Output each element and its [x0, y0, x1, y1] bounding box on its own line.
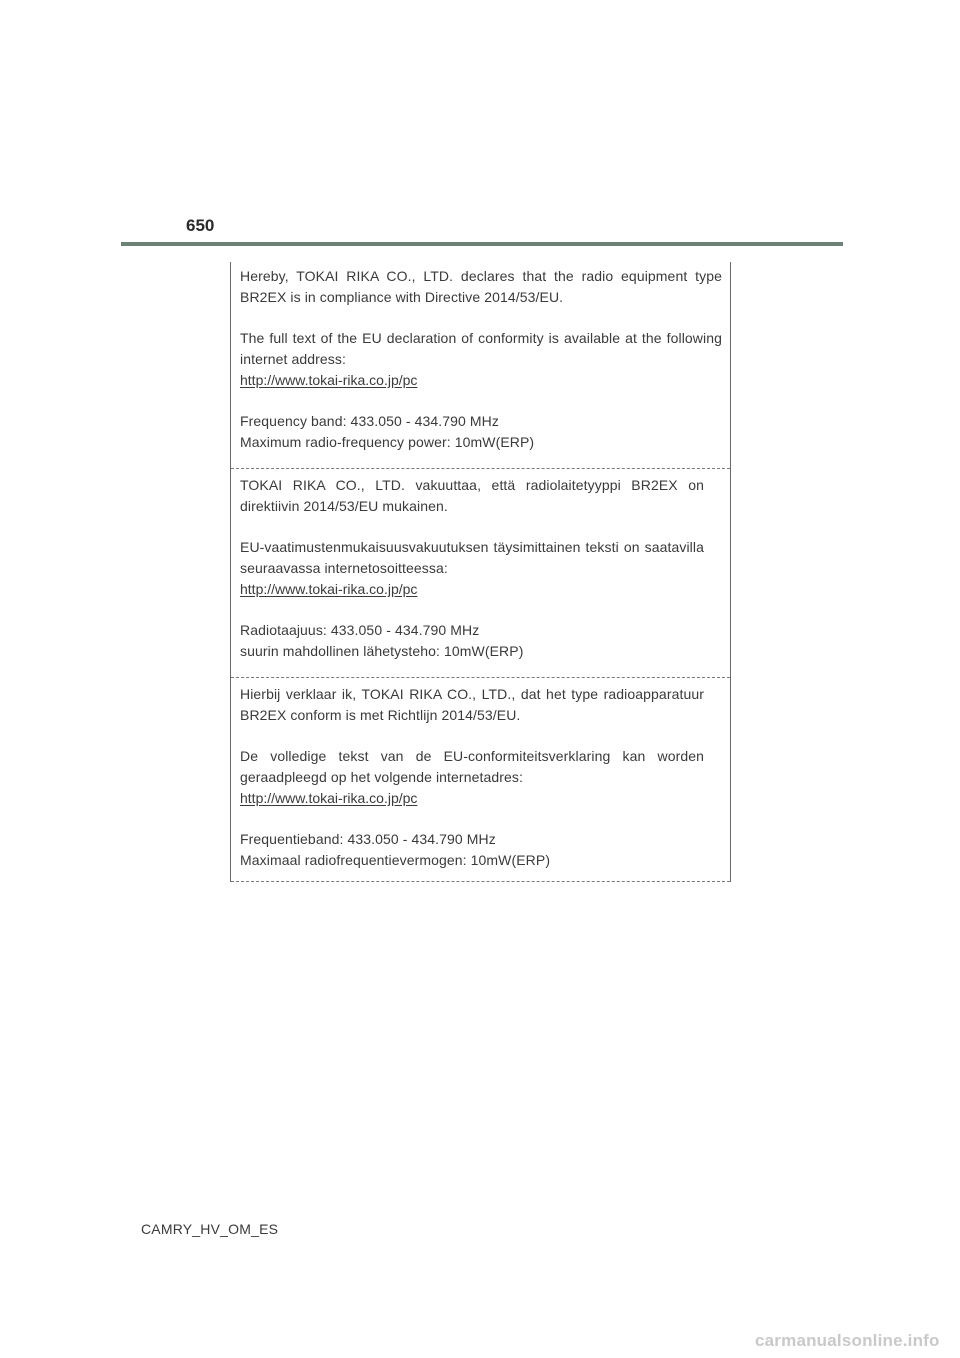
availability-text: EU-vaatimustenmukaisuusvakuutuksen täysimittainen teksti on saatavilla seuraavassa internetosoitteessa:: [240, 539, 704, 576]
max-power-text: Maximum radio-frequency power: 10mW(ERP): [240, 434, 535, 450]
availability-text: The full text of the EU declaration of conformity is available at the following internet address:: [240, 330, 722, 367]
notice-section-finnish: [231, 469, 730, 678]
frequency-band-text: Frequency band: 433.050 - 434.790 MHz: [240, 413, 499, 429]
declaration-url-link[interactable]: http://www.tokai-rika.co.jp/pc: [240, 372, 418, 388]
declaration-text: Hereby, TOKAI RIKA CO., LTD. declares that the radio equipment type BR2EX is in compliance with Directive 2014/53/EU.: [240, 268, 722, 305]
declaration-url-link[interactable]: http://www.tokai-rika.co.jp/pc: [240, 790, 418, 806]
declaration-text: TOKAI RIKA CO., LTD. vakuuttaa, että radiolaitetyyppi BR2EX on direktiivin 2014/53/EU mukainen.: [240, 477, 704, 514]
frequency-band-text: Radiotaajuus: 433.050 - 434.790 MHz: [240, 622, 480, 638]
declaration-text: Hierbij verklaar ik, TOKAI RIKA CO., LTD., dat het type radioapparatuur BR2EX conform is met Richtlijn 2014/53/EU.: [240, 686, 704, 723]
max-power-text: Maximaal radiofrequentievermogen: 10mW(ERP): [240, 852, 551, 868]
radio-compliance-notice-box: [230, 262, 731, 882]
manual-code-footer: CAMRY_HV_OM_ES: [141, 1221, 279, 1237]
notice-section-dutch: [231, 678, 730, 882]
declaration-url-link[interactable]: http://www.tokai-rika.co.jp/pc: [240, 581, 418, 597]
site-watermark: carmanualsonline.info: [755, 1331, 940, 1350]
page-number: 650: [186, 216, 215, 235]
availability-text: De volledige tekst van de EU-conformiteitsverklaring kan worden geraadpleegd op het volgende internetadres:: [240, 748, 704, 785]
header-rule: [121, 242, 843, 246]
frequency-band-text: Frequentieband: 433.050 - 434.790 MHz: [240, 831, 496, 847]
notice-section-english: [231, 262, 730, 469]
max-power-text: suurin mahdollinen lähetysteho: 10mW(ERP): [240, 643, 524, 659]
